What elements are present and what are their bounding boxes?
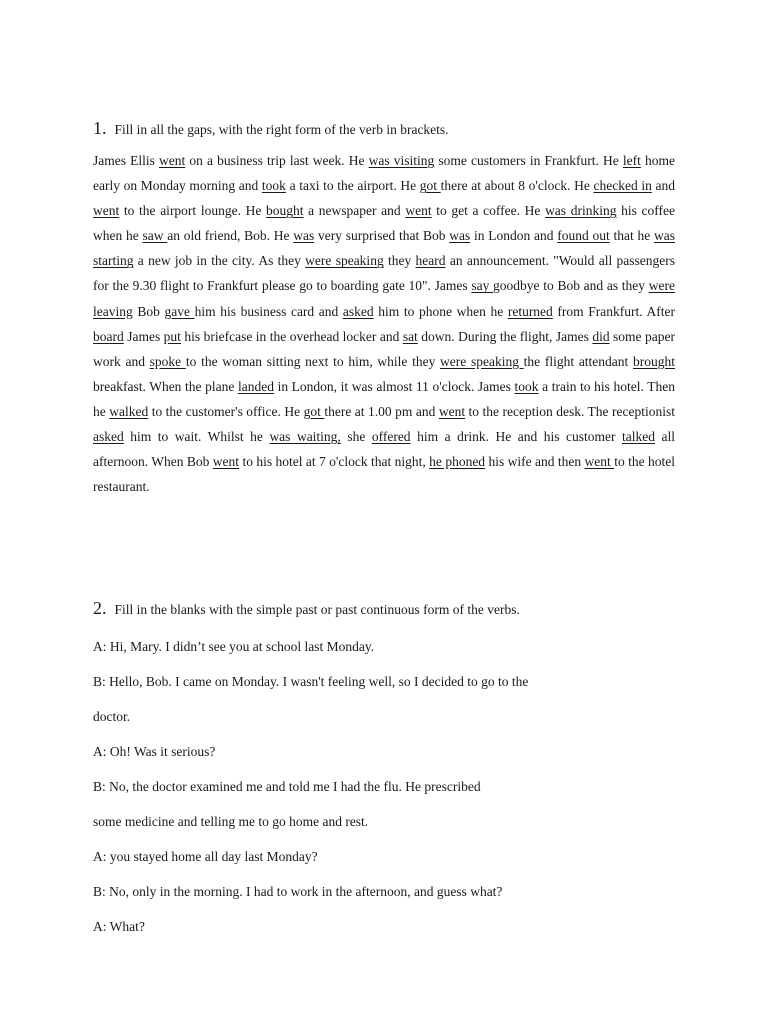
answer-verb: found out xyxy=(557,228,610,244)
dialogue-line: A: Hi, Mary. I didn’t see you at school last Monday. xyxy=(93,639,375,654)
paragraph-text: there at 1.00 pm and xyxy=(324,403,439,419)
dialogue-line: B: No, only in the morning. I had to work in the afternoon, and guess what? xyxy=(93,884,503,899)
answer-verb: was xyxy=(449,228,471,244)
answer-verb: returned xyxy=(507,303,553,319)
paragraph-text: James Ellis xyxy=(93,153,159,168)
paragraph-text: to the reception desk. The receptionist xyxy=(465,403,676,419)
paragraph-text: breakfast. When the plane xyxy=(93,378,238,394)
paragraph-text: to the woman sitting next to him, while they xyxy=(185,353,441,369)
paragraph-text: very surprised that Bob xyxy=(314,228,450,244)
answer-verb: board xyxy=(93,328,124,344)
paragraph-text: they xyxy=(383,253,416,269)
answer-verb: was visiting xyxy=(368,153,435,168)
answer-verb: were speaking xyxy=(440,353,524,369)
paragraph-text: his briefcase in the overhead locker and xyxy=(180,328,403,344)
answer-verb: got xyxy=(419,178,441,194)
dialogue-line: A: What? xyxy=(93,919,145,934)
dialogue-line: B: Hello, Bob. I came on Monday. I wasn't feeling well, so I decided to go to the xyxy=(93,674,529,689)
paragraph-text: to the airport lounge. He xyxy=(119,203,266,219)
answer-verb: was starting xyxy=(93,228,675,269)
paragraph-text: to the hotel restaurant. xyxy=(93,454,675,495)
answer-verb: saw xyxy=(142,228,168,244)
paragraph-text: a newspaper and xyxy=(303,203,406,219)
paragraph-text: goodbye to Bob and as they xyxy=(493,278,649,294)
answer-verb: gave xyxy=(164,303,195,319)
paragraph-text: his wife and then xyxy=(485,454,585,470)
paragraph-text: him his business card and xyxy=(194,303,343,319)
exercise-2-number: 2. xyxy=(93,598,107,618)
paragraph-text: that he xyxy=(609,228,654,244)
paragraph-text: and xyxy=(651,178,675,194)
paragraph-text: home early on Monday morning and xyxy=(93,153,675,194)
answer-verb: he phoned xyxy=(429,454,486,470)
paragraph-text: an old friend, Bob. He xyxy=(167,228,294,244)
answer-verb: went xyxy=(584,454,615,470)
answer-verb: sat xyxy=(402,328,418,344)
answer-verb: went xyxy=(438,403,466,419)
answer-verb: went xyxy=(159,153,186,168)
exercise-1-instruction: Fill in all the gaps, with the right form of the verb in brackets. xyxy=(114,122,449,137)
paragraph-text: all afternoon. When Bob xyxy=(93,429,675,470)
answer-verb: heard xyxy=(415,253,446,269)
exercise-2-instruction: Fill in the blanks with the simple past or past continuous form of the verbs. xyxy=(114,602,520,617)
paragraph-text: him to wait. Whilst he xyxy=(123,429,270,445)
answer-verb: took xyxy=(261,178,286,194)
answer-verb: checked in xyxy=(593,178,652,194)
dialogue-line: A: you stayed home all day last Monday? xyxy=(93,849,318,864)
answer-verb: landed xyxy=(237,378,274,394)
answer-verb: say xyxy=(471,278,494,294)
answer-verb: went xyxy=(212,454,240,470)
paragraph-text: the flight attendant xyxy=(523,353,633,369)
exercise-2-heading xyxy=(93,598,520,619)
paragraph-text: a taxi to the airport. He xyxy=(285,178,420,194)
paragraph-text: there at about 8 o'clock. He xyxy=(440,178,594,194)
exercise-1-paragraph xyxy=(93,148,675,499)
paragraph-text: some paper work and xyxy=(93,328,675,369)
answer-verb: were speaking xyxy=(305,253,384,269)
answer-verb: was waiting, xyxy=(269,429,341,445)
answer-verb: asked xyxy=(93,429,124,445)
answer-verb: took xyxy=(514,378,539,394)
paragraph-text: James xyxy=(123,328,164,344)
answer-verb: were leaving xyxy=(93,278,675,319)
paragraph-text: on a business trip last week. He xyxy=(185,153,369,168)
paragraph-text: Bob xyxy=(132,303,165,319)
paragraph-text: him to phone when he xyxy=(373,303,508,319)
exercise-1-heading xyxy=(93,118,449,139)
paragraph-text: in London and xyxy=(470,228,558,244)
paragraph-text: to his hotel at 7 o'clock that night, xyxy=(239,454,430,470)
answer-verb: was drinking xyxy=(545,203,617,219)
answer-verb: left xyxy=(622,153,641,168)
answer-verb: put xyxy=(163,328,181,344)
answer-verb: was xyxy=(293,228,315,244)
dialogue-line: doctor. xyxy=(93,709,131,724)
answer-verb: went xyxy=(93,203,120,219)
answer-verb: spoke xyxy=(149,353,186,369)
paragraph-text: his coffee when he xyxy=(93,203,675,244)
answer-verb: offered xyxy=(371,429,411,445)
paragraph-text: some customers in Frankfurt. He xyxy=(434,153,623,168)
paragraph-text: him a drink. He and his customer xyxy=(410,429,622,445)
answer-verb: did xyxy=(592,328,610,344)
answer-verb: went xyxy=(405,203,432,219)
paragraph-text: in London, it was almost 11 o'clock. James xyxy=(273,378,515,394)
dialogue-line: some medicine and telling me to go home and rest. xyxy=(93,814,369,829)
paragraph-text: from Frankfurt. After xyxy=(552,303,676,319)
answer-verb: bought xyxy=(266,203,304,219)
paragraph-text: a train to his hotel. Then he xyxy=(93,378,675,419)
answer-verb: walked xyxy=(109,403,149,419)
exercise-1-number: 1. xyxy=(93,118,107,138)
dialogue-line: A: Oh! Was it serious? xyxy=(93,744,216,759)
paragraph-text: to the customer's office. He xyxy=(148,403,304,419)
answer-verb: asked xyxy=(342,303,374,319)
paragraph-text: a new job in the city. As they xyxy=(133,253,306,269)
dialogue-line: B: No, the doctor examined me and told me I had the flu. He prescribed xyxy=(93,779,481,794)
answer-verb: brought xyxy=(633,353,675,369)
paragraph-text: down. During the flight, James xyxy=(417,328,593,344)
paragraph-text: an announcement. "Would all passengers for the 9.30 flight to Frankfurt please go to boarding gate 10". James xyxy=(93,253,676,294)
paragraph-text: to get a coffee. He xyxy=(431,203,546,219)
answer-verb: got xyxy=(303,403,325,419)
paragraph-text: she xyxy=(340,429,372,445)
answer-verb: talked xyxy=(621,429,655,445)
